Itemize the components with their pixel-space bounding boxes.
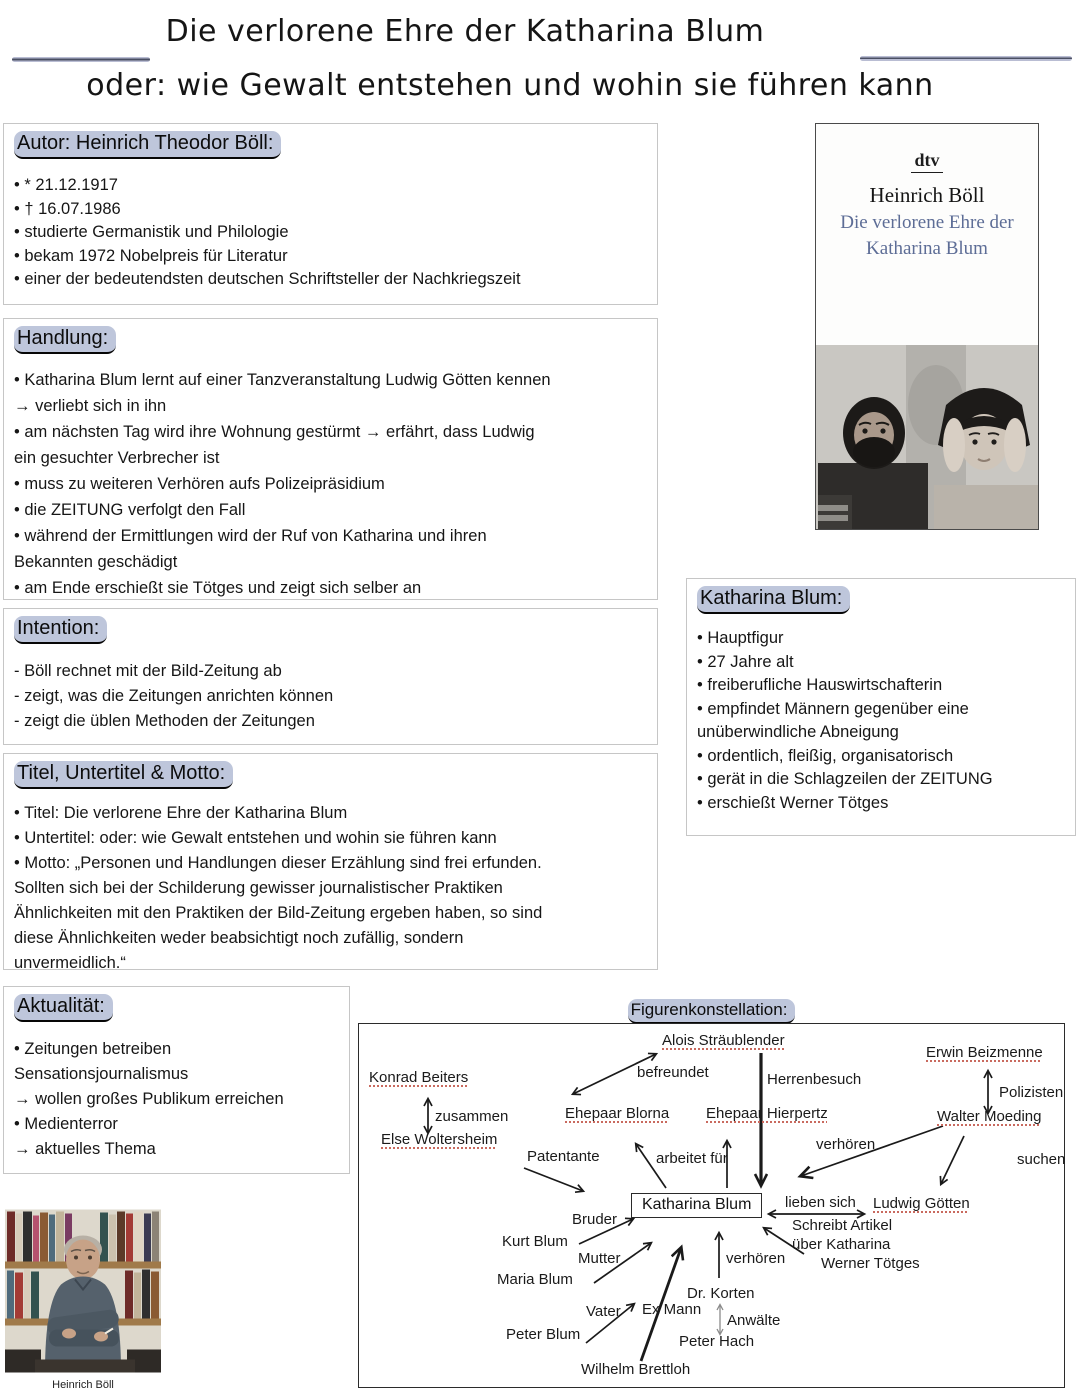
text-line: • Katharina Blum lernt auf einer Tanzveranstaltung Ludwig Götten kennen xyxy=(14,371,551,389)
node-konrad-beiters: Konrad Beiters xyxy=(369,1069,469,1086)
katharina-heading: Katharina Blum: xyxy=(697,586,850,614)
node-peter-blum: Peter Blum xyxy=(506,1326,581,1343)
katharina-body xyxy=(697,627,1065,815)
text-line: • empfindet Männern gegenüber eine xyxy=(697,699,969,718)
text-line: • Untertitel: oder: wie Gewalt entstehen und wohin sie führen kann xyxy=(14,829,497,847)
decorative-line-left xyxy=(12,57,150,62)
text-line: • studierte Germanistik und Philologie xyxy=(14,223,289,241)
label-verhoeren-oben: verhören xyxy=(816,1136,876,1153)
handlung-body xyxy=(14,367,647,601)
text-line: • die ZEITUNG verfolgt den Fall xyxy=(14,501,246,519)
node-dr-korten: Dr. Korten xyxy=(687,1285,755,1302)
arrow-patentante xyxy=(524,1168,583,1191)
figuren-heading: Figurenkonstellation: xyxy=(628,999,796,1024)
text-line: • Medienterror xyxy=(14,1115,118,1133)
node-else-woltersheim: Else Woltersheim xyxy=(381,1131,498,1148)
text-line: - zeigt die üblen Methoden der Zeitungen xyxy=(14,712,315,730)
text-line: Ähnlichkeiten mit den Praktiken der Bild-Zeitung ergeben haben, so sind xyxy=(14,904,543,922)
titel-heading: Titel, Untertitel & Motto: xyxy=(14,761,233,789)
label-schreibt-artikel-2: über Katharina xyxy=(792,1236,891,1253)
figuren-heading-row xyxy=(358,999,1065,1024)
label-lieben-sich: lieben sich xyxy=(785,1194,856,1211)
publisher-row xyxy=(816,150,1038,173)
autor-body xyxy=(14,174,647,292)
text-line: • Zeitungen betreiben xyxy=(14,1040,172,1058)
heading-row xyxy=(14,761,647,789)
text-line: → verliebt sich in ihn xyxy=(14,397,167,415)
heading-row xyxy=(14,131,647,159)
heading-row xyxy=(14,994,339,1022)
node-kurt-blum: Kurt Blum xyxy=(502,1233,568,1250)
text-line: Sollten sich bei der Schilderung gewisser journalistischer Praktiken xyxy=(14,879,503,897)
text-line: • muss zu weiteren Verhören aufs Polizeipräsidium xyxy=(14,475,385,493)
label-vater: Vater xyxy=(586,1303,621,1320)
label-befreundet: befreundet xyxy=(637,1064,709,1081)
section-titel-untertitel-motto xyxy=(3,753,658,970)
section-intention xyxy=(3,608,658,745)
book-cover xyxy=(815,123,1039,530)
node-werner-toetges: Werner Tötges xyxy=(821,1255,920,1272)
cover-author: Heinrich Böll xyxy=(869,183,985,207)
node-wilhelm-brettloh: Wilhelm Brettloh xyxy=(581,1361,691,1378)
node-walter-moeding: Walter Moeding xyxy=(937,1108,1042,1125)
heading-row xyxy=(14,326,647,354)
text-line: • 27 Jahre alt xyxy=(697,652,794,671)
autor-heading: Autor: Heinrich Theodor Böll: xyxy=(14,131,281,159)
label-anwaelte: Anwälte xyxy=(727,1312,781,1329)
text-line: • † 16.07.1986 xyxy=(14,199,121,218)
node-erwin-beizmenne: Erwin Beizmenne xyxy=(926,1044,1043,1061)
label-arbeitet-fuer: arbeitet für xyxy=(656,1150,728,1167)
cover-title-line2: Katharina Blum xyxy=(866,238,988,259)
author-photo-caption: Heinrich Böll xyxy=(52,1379,114,1391)
text-line: • am Ende erschießt sie Tötges und zeigt sich selber an xyxy=(14,579,422,597)
aktualitaet-heading: Aktualität: xyxy=(14,994,113,1022)
intention-heading: Intention: xyxy=(14,616,107,644)
label-herrenbesuch: Herrenbesuch xyxy=(767,1071,862,1088)
label-zusammen: zusammen xyxy=(435,1108,509,1125)
text-line: → wollen großes Publikum erreichen xyxy=(14,1090,284,1108)
author-photo-image xyxy=(5,1205,161,1377)
text-line: • einer der bedeutendsten deutschen Schriftsteller der Nachkriegszeit xyxy=(14,270,521,288)
intention-body xyxy=(14,659,647,734)
cover-photo-man-and-woman xyxy=(816,345,1038,529)
text-line: • während der Ermittlungen wird der Ruf von Katharina und ihren xyxy=(14,527,487,545)
text-line: → aktuelles Thema xyxy=(14,1140,156,1158)
text-line: diese Ähnlichkeiten weder beabsichtigt noch zufällig, sondern xyxy=(14,929,464,947)
titel-body xyxy=(14,801,647,976)
page-title: Die verlorene Ehre der Katharina Blum xyxy=(165,14,765,49)
text-line: • ordentlich, fleißig, organisatorisch xyxy=(697,746,954,765)
heading-row xyxy=(14,616,647,644)
text-line: unüberwindliche Abneigung xyxy=(697,723,899,741)
cover-title-line1: Die verlorene Ehre der xyxy=(840,212,1014,233)
node-ehepaar-hierpertz: Ehepaar Hierpertz xyxy=(706,1105,828,1122)
section-katharina-blum xyxy=(686,578,1076,836)
handlung-heading: Handlung: xyxy=(14,326,116,354)
label-polizisten: Polizisten xyxy=(999,1084,1064,1101)
node-ehepaar-blorna: Ehepaar Blorna xyxy=(565,1105,670,1122)
decorative-line-right xyxy=(860,56,1072,61)
text-line: • bekam 1972 Nobelpreis für Literatur xyxy=(14,246,288,265)
label-verhoeren-unten: verhören xyxy=(726,1250,786,1267)
figuren-diagram xyxy=(358,1023,1065,1388)
text-line: ein gesuchter Verbrecher ist xyxy=(14,449,220,467)
label-schreibt-artikel-1: Schreibt Artikel xyxy=(792,1217,893,1234)
section-aktualitaet xyxy=(3,986,350,1174)
text-line: • freiberufliche Hauswirtschafterin xyxy=(697,676,943,694)
text-line: • erschießt Werner Tötges xyxy=(697,793,889,812)
text-line: • * 21.12.1917 xyxy=(14,176,118,194)
text-line: • gerät in die Schlagzeilen der ZEITUNG xyxy=(697,770,993,788)
text-line: • Hauptfigur xyxy=(697,629,784,647)
text-line: • Titel: Die verlorene Ehre der Katharina Blum xyxy=(14,804,348,822)
label-mutter: Mutter xyxy=(578,1250,621,1267)
section-handlung xyxy=(3,318,658,600)
label-suchen: suchen xyxy=(1017,1151,1066,1168)
heading-row xyxy=(697,586,1065,614)
node-alois-straeublender: Alois Sträublender xyxy=(662,1032,785,1049)
aktualitaet-body xyxy=(14,1037,339,1162)
text-line: unvermeidlich.“ xyxy=(14,954,126,972)
page-subtitle: oder: wie Gewalt entstehen und wohin sie führen kann xyxy=(86,68,934,103)
text-line: Sensationsjournalismus xyxy=(14,1065,189,1083)
text-line: - Böll rechnet mit der Bild-Zeitung ab xyxy=(14,662,282,680)
author-photo xyxy=(5,1205,161,1391)
node-ludwig-goetten: Ludwig Götten xyxy=(873,1195,970,1212)
node-peter-hach: Peter Hach xyxy=(679,1333,755,1350)
text-line: • Motto: „Personen und Handlungen dieser Erzählung sind frei erfunden. xyxy=(14,854,542,872)
arrow-suchen xyxy=(941,1136,964,1184)
text-line: • am nächsten Tag wird ihre Wohnung gestürmt → erfährt, dass Ludwig xyxy=(14,423,535,441)
label-ex-mann: Ex Mann xyxy=(642,1301,702,1318)
text-line: - zeigt, was die Zeitungen anrichten können xyxy=(14,687,334,705)
dtv-logo: dtv xyxy=(911,150,942,173)
node-maria-blum: Maria Blum xyxy=(497,1271,573,1288)
text-line: Bekannten geschädigt xyxy=(14,553,178,571)
node-katharina-blum: Katharina Blum xyxy=(631,1193,762,1218)
section-autor xyxy=(3,123,658,305)
label-bruder: Bruder xyxy=(572,1211,618,1228)
label-patentante: Patentante xyxy=(527,1148,600,1165)
